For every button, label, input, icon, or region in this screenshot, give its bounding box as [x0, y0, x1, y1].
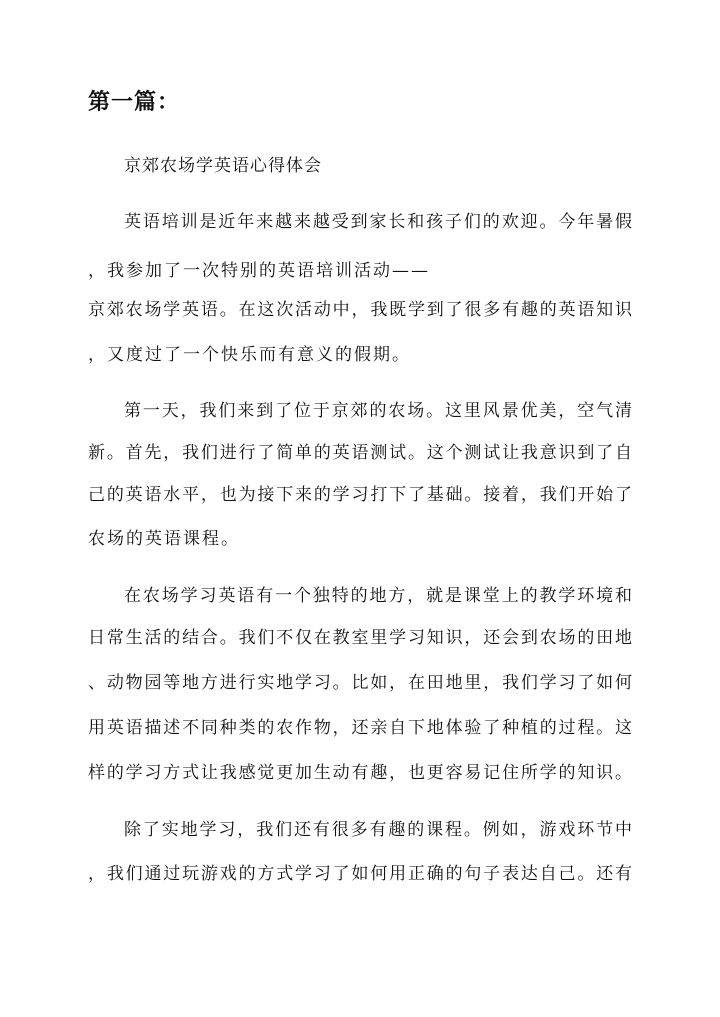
paragraph-line: 英语培训是近年来越来越受到家长和孩子们的欢迎。今年暑假: [124, 212, 632, 232]
section-heading: 第一篇：: [88, 89, 181, 115]
paragraph-line: 在农场学习英语有一个独特的地方，就是课堂上的教学环境和: [124, 586, 632, 606]
paragraph-line: 京郊农场学英语。在这次活动中，我既学到了很多有趣的英语知识: [88, 300, 632, 320]
paragraph-line: 样的学习方式让我感觉更加生动有趣，也更容易记住所学的知识。: [88, 763, 632, 783]
paragraph-line: 除了实地学习，我们还有很多有趣的课程。例如，游戏环节中: [124, 820, 632, 840]
paragraph-line: 第一天，我们来到了位于京郊的农场。这里风景优美，空气清: [124, 401, 632, 421]
paragraph-line: 用英语描述不同种类的农作物，还亲自下地体验了种植的过程。这: [88, 718, 632, 738]
paragraph-line: 、动物园等地方进行实地学习。比如，在田地里，我们学习了如何: [88, 673, 632, 693]
paragraph-line: ，又度过了一个快乐而有意义的假期。: [88, 345, 411, 365]
paragraph-line: ，我参加了一次特别的英语培训活动——: [88, 261, 430, 281]
essay-title: 京郊农场学英语心得体会: [124, 156, 322, 176]
paragraph-line: 己的英语水平，也为接下来的学习打下了基础。接着，我们开始了: [88, 485, 632, 505]
paragraph-line: 新。首先，我们进行了简单的英语测试。这个测试让我意识到了自: [88, 443, 632, 463]
paragraph-line: 日常生活的结合。我们不仅在教室里学习知识，还会到农场的田地: [88, 628, 632, 648]
paragraph-line: 农场的英语课程。: [88, 529, 240, 549]
paragraph-line: ，我们通过玩游戏的方式学习了如何用正确的句子表达自己。还有: [88, 864, 632, 884]
